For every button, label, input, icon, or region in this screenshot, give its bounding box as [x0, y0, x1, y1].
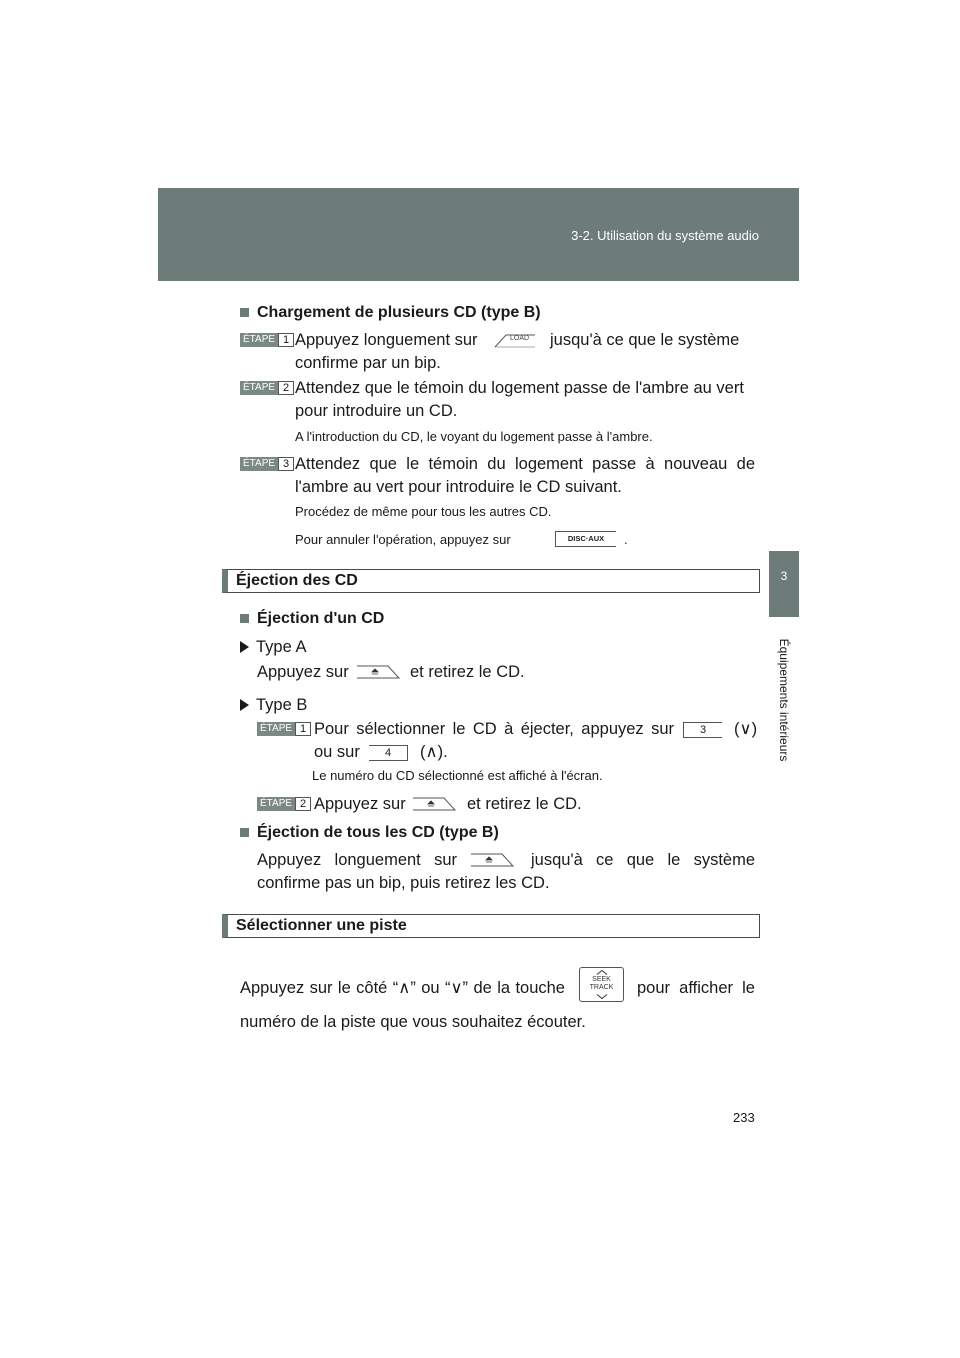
step-badge-2	[240, 381, 294, 395]
chapter-number: 3	[780, 569, 788, 583]
eject-all-line-b: jusqu'à ce que le système	[531, 851, 755, 869]
track-line-b: pour afficher le	[637, 979, 755, 997]
b1-line-b: (∨)	[734, 720, 758, 738]
preset-3-button-icon	[683, 722, 722, 738]
disc-aux-button-icon	[555, 531, 616, 547]
eject-button-icon	[470, 853, 514, 867]
eject-button-icon	[412, 797, 456, 811]
step-tag: ÉTAPE	[240, 381, 278, 395]
type-label-text: Type B	[256, 696, 308, 714]
preset-label: 3	[699, 724, 707, 736]
step-tag: ÉTAPE	[240, 333, 278, 347]
triangle-bullet-icon	[240, 699, 249, 711]
step-tag: ÉTAPE	[257, 722, 295, 736]
type-label-text: Type A	[256, 638, 307, 656]
preset-label: 4	[384, 747, 392, 759]
type-a-text-a: Appuyez sur	[257, 663, 349, 681]
heading-eject-all	[240, 824, 499, 842]
chevron-up-icon	[596, 970, 608, 975]
section-header-band	[158, 188, 799, 281]
seek-label: SEEK	[592, 976, 611, 983]
type-a-label	[240, 636, 306, 659]
step-tag: ÉTAPE	[257, 797, 295, 811]
square-bullet-icon	[240, 614, 249, 623]
chapter-tab	[769, 551, 799, 617]
step-1-line-2: confirme par un bip.	[295, 354, 441, 372]
step-1-line-b: jusqu'à ce que le système	[550, 331, 740, 349]
step-number: 1	[295, 722, 311, 736]
step-tag: ÉTAPE	[240, 457, 278, 471]
step-number: 3	[278, 457, 294, 471]
step-2-line-2: pour introduire un CD.	[295, 402, 458, 420]
heading-eject-one	[240, 610, 384, 628]
step-badge-3	[240, 457, 294, 471]
type-a-text-b: et retirez le CD.	[410, 663, 525, 681]
step-number: 2	[278, 381, 294, 395]
b1-line-2b: (∧).	[420, 743, 448, 761]
chapter-label: Équipements intérieurs	[777, 638, 791, 762]
square-bullet-icon	[240, 828, 249, 837]
chevron-down-icon	[596, 994, 608, 999]
heading-text: Éjection de tous les CD (type B)	[257, 824, 499, 841]
disc-aux-label: DISC·AUX	[567, 534, 605, 543]
square-bullet-icon	[240, 308, 249, 317]
section-box-track	[222, 914, 760, 938]
step-badge-1	[240, 333, 294, 347]
note-period: .	[624, 532, 628, 547]
type-b-label	[240, 694, 307, 717]
eject-button-icon	[356, 665, 400, 679]
b1-line-2a: ou sur	[314, 743, 360, 761]
step-1-line-a: Appuyez longuement sur	[295, 331, 478, 349]
track-line-a: Appuyez sur le côté “∧” ou “∨” de la touche	[240, 979, 565, 997]
b2-text-a: Appuyez sur	[314, 795, 406, 813]
b1-note: Le numéro du CD sélectionné est affiché à l'écran.	[312, 768, 603, 783]
section-box-title: Sélectionner une piste	[236, 917, 407, 934]
step-badge-b1	[257, 722, 311, 736]
step-number: 1	[278, 333, 294, 347]
step-number: 2	[295, 797, 311, 811]
step-3-line-2: l'ambre au vert pour introduire le CD suivant.	[295, 478, 622, 496]
load-button-label: LOAD	[510, 335, 530, 342]
eject-all-line-a: Appuyez longuement sur	[257, 851, 457, 869]
preset-4-button-icon	[369, 745, 408, 761]
load-button-icon	[494, 334, 536, 348]
page-number: 233	[733, 1110, 755, 1125]
triangle-bullet-icon	[240, 641, 249, 653]
step-2-note: A l'introduction du CD, le voyant du logement passe à l'ambre.	[295, 429, 653, 444]
track-label: TRACK	[589, 984, 614, 991]
b1-line-a: Pour sélectionner le CD à éjecter, appuyez sur	[314, 720, 674, 738]
step-3-note-1: Procédez de même pour tous les autres CD.	[295, 504, 552, 519]
section-title: 3-2. Utilisation du système audio	[571, 228, 759, 243]
heading-multi-cd-load	[240, 304, 541, 322]
heading-text: Éjection d'un CD	[257, 610, 385, 627]
step-3-line-1: Attendez que le témoin du logement passe à nouveau de	[295, 455, 755, 473]
track-line-2: numéro de la piste que vous souhaitez écouter.	[240, 1013, 586, 1031]
step-badge-b2	[257, 797, 311, 811]
step-3-note-2	[295, 531, 511, 549]
heading-text: Chargement de plusieurs CD (type B)	[257, 304, 541, 321]
seek-track-button-icon	[579, 967, 624, 1002]
note-text: Pour annuler l'opération, appuyez sur	[295, 532, 511, 547]
step-2-line-1: Attendez que le témoin du logement passe de l'ambre au vert	[295, 379, 744, 397]
eject-all-line-2: confirme pas un bip, puis retirez les CD.	[257, 874, 550, 892]
section-box-title: Éjection des CD	[236, 572, 358, 589]
section-box-eject	[222, 569, 760, 593]
b2-text-b: et retirez le CD.	[467, 795, 582, 813]
